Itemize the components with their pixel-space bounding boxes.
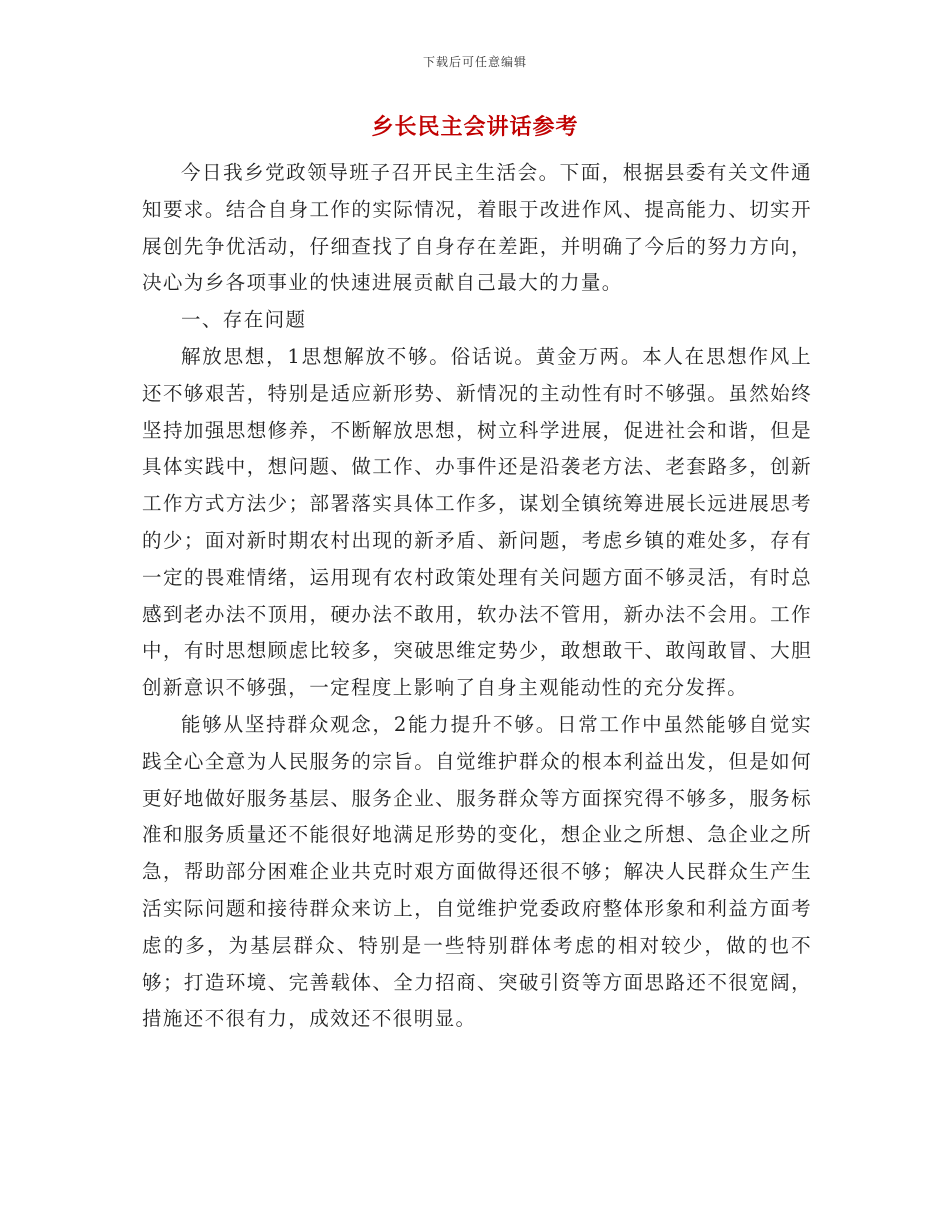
paragraph-ability: 能够从坚持群众观念，2能力提升不够。日常工作中虽然能够自觉实践全心全意为人民服务的宗旨。自觉维护群众的根本利益出发，但是如何更好地做好服务基层、服务企业、服务群众等方面探究得不够多，服务标准和服务质量还不能很好地满足形势的变化，想企业之所想、急企业之所急，帮助部分困难企业共克时艰方面做得还很不够；解决人民群众生产生活实际问题和接待群众来访上，自觉维护党委政府整体形象和利益方面考虑的多，为基层群众、特别是一些特别群体考虑的相对较少，做的也不够；打造环境、完善载体、全力招商、突破引资等方面思路还不很宽阔，措施还不很有力，成效还不很明显。 xyxy=(142,712,812,1031)
document-title: 乡长民主会讲话参考 xyxy=(371,114,579,140)
paragraph-thought: 解放思想，1思想解放不够。俗话说。黄金万两。本人在思想作风上还不够艰苦，特别是适应新形势、新情况的主动性有时不够强。虽然始终坚持加强思想修养，不断解放思想，树立科学进展，促进社会和谐，但是具体实践中，想问题、做工作、办事件还是沿袭老方法、老套路多，创新工作方式方法少；部署落实具体工作多，谋划全镇统筹进展长远进展思考的少；面对新时期农村出现的新矛盾、新问题，考虑乡镇的难处多，存有一定的畏难情绪，运用现有农村政策处理有关问题方面不够灵活，有时总感到老办法不顶用，硬办法不敢用，软办法不管用，新办法不会用。工作中，有时思想顾虑比较多，突破思维定势少，敢想敢干、敢闯敢冒、大胆创新意识不够强，一定程度上影响了自身主观能动性的充分发挥。 xyxy=(142,344,812,700)
paragraph-intro: 今日我乡党政领导班子召开民主生活会。下面，根据县委有关文件通知要求。结合自身工作的实际情况，着眼于改进作风、提高能力、切实开展创先争优活动，仔细查找了自身存在差距，并明确了今后的努力方向，决心为乡各项事业的快速进展贡献自己最大的力量。 xyxy=(142,161,812,295)
document-body xyxy=(142,155,812,1038)
header-note: 下载后可任意编辑 xyxy=(422,55,527,69)
section-heading-problems: 一、存在问题 xyxy=(181,308,307,332)
